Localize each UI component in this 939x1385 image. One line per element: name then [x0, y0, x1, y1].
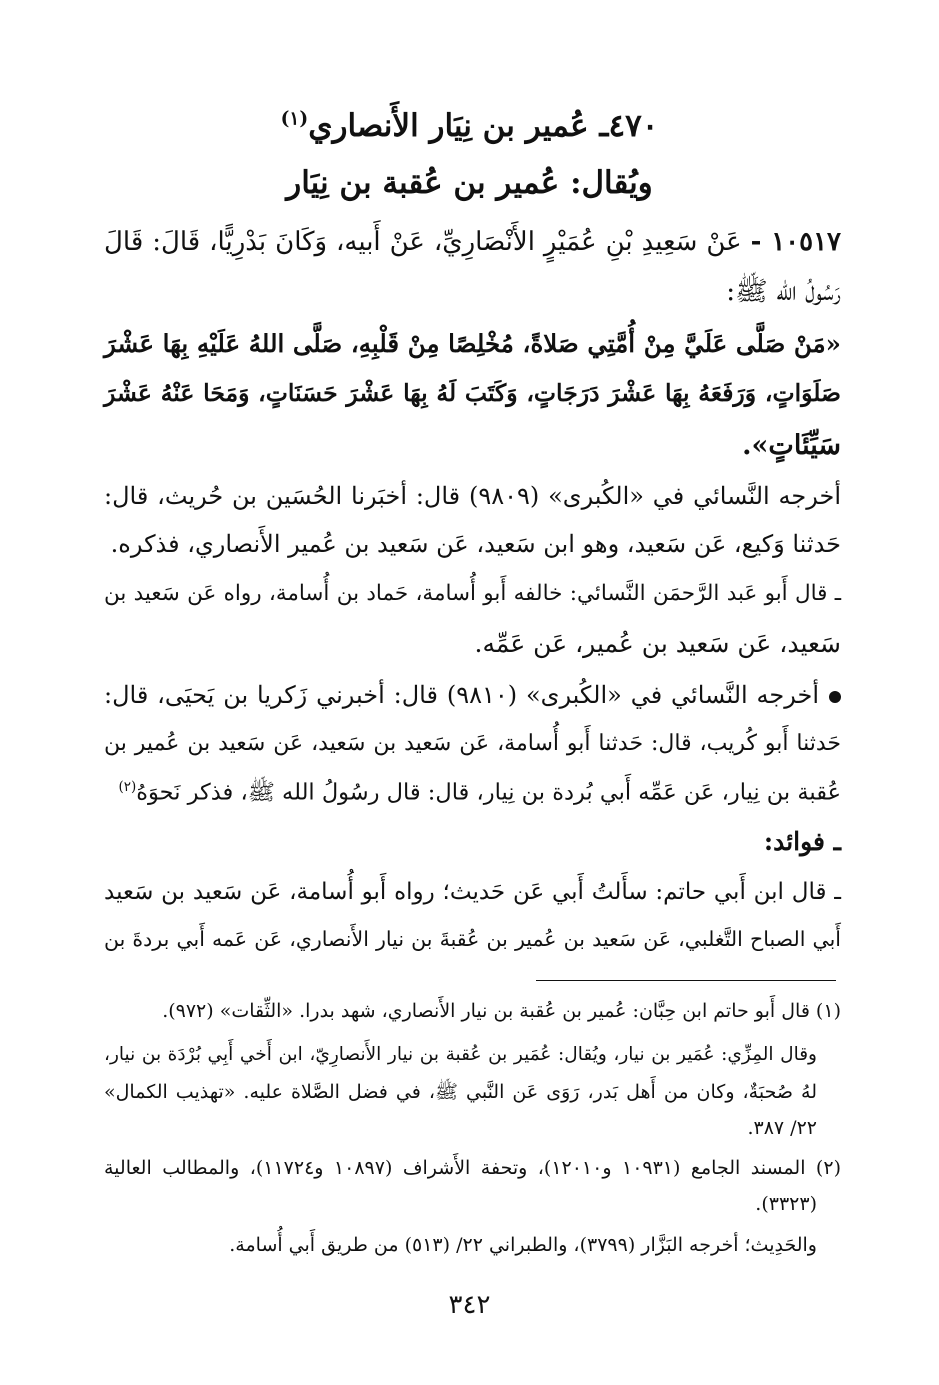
takhrij-p3-line-1	[104, 682, 841, 710]
footnote-separator	[536, 980, 836, 981]
hadith-text-line-2: صَلَوَاتٍ، وَرَفَعَهُ بِهَا عَشْرَ دَرَجَاتٍ، وَكَتَبَ لَهُ بِهَا عَشْرَ حَسَنَاتٍ، وَمَحَا عَنْهُ عَشْرَ	[104, 379, 841, 407]
page-number: ٣٤٢	[448, 1290, 491, 1320]
heading-line1: ٤٧٠ـ عُمير بن نِيَار الأَنصاري	[308, 108, 659, 144]
footnote-1-line-2: وقال المِزِّي: عُمَير بن نيار، ويُقال: عُمَير بن عُقبة بن نيار الأَنصارِيّ، ابن أَخي أَبِي بُرْدَة بن نيار،	[104, 1044, 817, 1065]
fawaid-line-1: ـ قال ابن أَبي حاتم: سأَلتُ أَبي عَن حَديث؛ رواه أَبو أُسامة، عَن سَعيد بن سَعيد	[104, 879, 841, 905]
footnote-1-line-4: ٢٢/ ٣٨٧.	[747, 1117, 817, 1139]
hadith-text-line-3: سَيِّئَاتٍ».	[742, 430, 841, 461]
footnote-1-line-1: (١) قال أَبو حاتم ابن حِبَّان: عُمير بن عُقبة بن نيار الأَنصاري، شهد بدرا. «الثِّقات» (٩٧٢).	[162, 1000, 841, 1022]
fawaid-line-2: أَبي الصباح التَّغلبي، عَن سَعيد بن عُمير بن عُقبةَ بن نيار الأَنصاري، عَن عَمه أَبي بردةَ بن	[104, 927, 841, 951]
footnote-ref-1: (١)	[280, 108, 309, 130]
takhrij-p3-line-2: حَدثنا أَبو كُريب، قال: حَدثنا أَبو أُسامة، عَن سَعيد بن سَعيد، عَن سَعيد بن عُمير بن	[104, 731, 841, 756]
takhrij-p1-line-2: حَدثنا وَكيع، عَن سَعيد، وهو ابن سَعيد، عَن سَعيد بن عُمير الأَنصاري، فذكره.	[110, 530, 841, 558]
footnote-2-line-2: (٣٣٢٣).	[755, 1193, 817, 1215]
bullet-icon	[829, 691, 841, 703]
footnote-1-line-3: لهُ صُحبَةٌ، وكان من أَهل بَدر، رَوَى عَن النَّبي ﷺ، في فضل الصَّلاة عليه. «تهذيب الكمال»	[104, 1081, 817, 1103]
footnote-2-line-3: والحَدِيث؛ أخرجه البَزَّار (٣٧٩٩)، والطبراني ٢٢/ (٥١٣) من طريق أَبي أُسامة.	[229, 1234, 817, 1256]
hadith-intro-line-2: رَسُولُ الله ﷺ:	[726, 276, 841, 307]
fawaid-label: ـ فوائد:	[763, 827, 841, 856]
takhrij-p2-line-1: ـ قال أَبو عَبد الرَّحمَن النَّسائي: خالفه أَبو أُسامة، حَماد بن أُسامة، رواه عَن سَعيد بن	[104, 581, 841, 606]
takhrij-p3-line-1-text: أخرجه النَّسائي في «الكُبرى» (٩٨١٠) قال: أخبرني زَكريا بن يَحيَى، قال:	[104, 681, 819, 709]
takhrij-p3-line-3	[104, 780, 841, 806]
footnote-ref-2: (٢)	[118, 779, 137, 795]
takhrij-p3-line-3-text: عُقبة بن نِيار، عَن عَمِّه أَبي بُردة بن نِيار، قال: قال رسُولُ الله ﷺ، فذكر نَحوَهُ	[136, 779, 841, 806]
hadith-intro-line-1	[104, 228, 841, 258]
biography-heading	[0, 108, 939, 145]
biography-subheading: ويُقال: عُمير بن عُقبة بن نِيَار	[286, 165, 653, 201]
takhrij-p2-line-2: سَعيد، عَن سَعيد بن عُمير، عَن عَمِّه.	[474, 629, 841, 658]
hadith-number: ١٠٥١٧ -	[750, 227, 842, 257]
takhrij-p1-line-1: أخرجه النَّسائي في «الكُبرى» (٩٨٠٩) قال: أخبَرنا الحُسَين بن حُريث، قال:	[104, 482, 841, 510]
hadith-text-line-1: «مَنْ صَلَّى عَلَيَّ مِنْ أُمَّتِي صَلاةً، مُخْلِصًا مِنْ قَلْبِهِ، صَلَّى اللهُ عَلَيْهِ بِهَا عَشْرَ	[104, 329, 841, 358]
hadith-intro-text: عَنْ سَعِيدِ بْنِ عُمَيْرٍ الأَنْصَارِيِّ، عَنْ أَبيه، وَكَانَ بَدْرِيًّا، قَالَ: قَالَ	[104, 227, 742, 257]
footnote-2-line-1: (٢) المسند الجامع (١٠٩٣١ و١٢٠١٠)، وتحفة الأَشراف (١٠٨٩٧ و١١٧٢٤)، والمطالب العالية	[104, 1157, 841, 1179]
